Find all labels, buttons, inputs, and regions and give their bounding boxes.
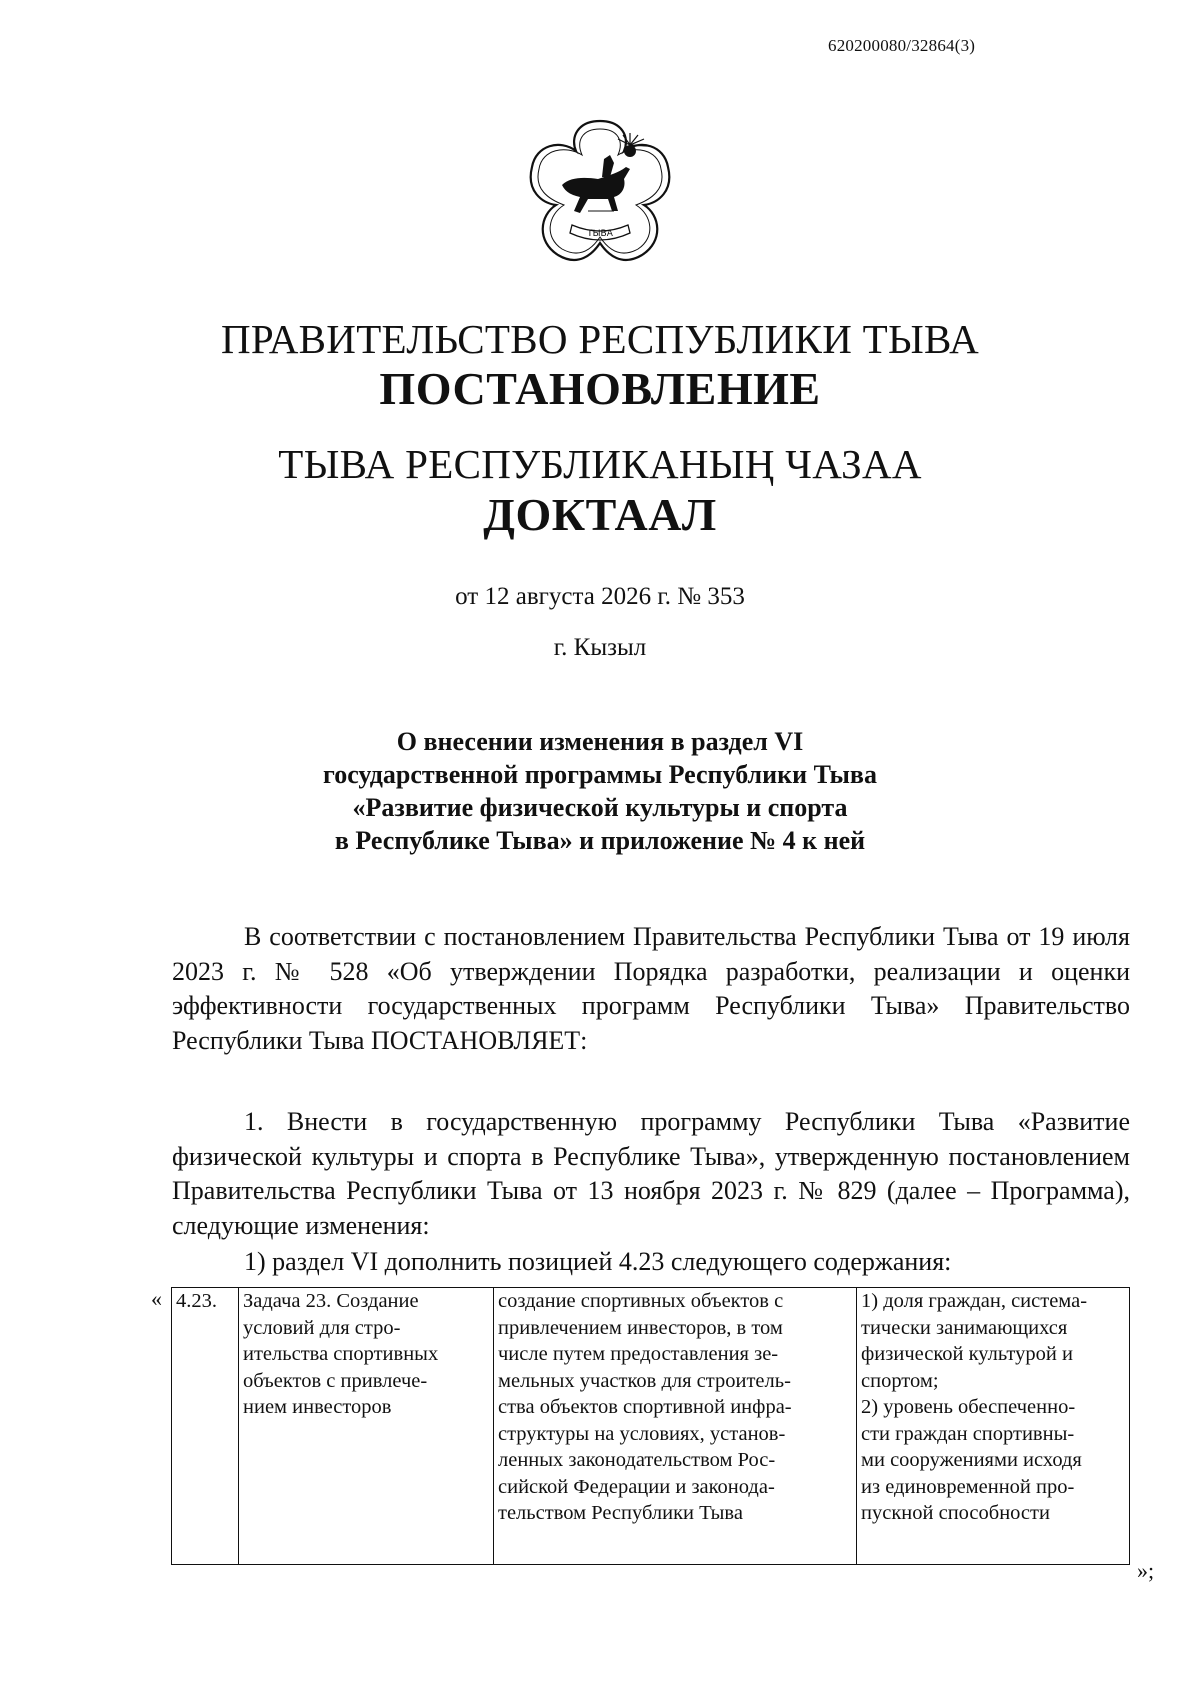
document-registration-number: 620200080/32864(3): [828, 36, 976, 55]
clause-1-paragraph: 1. Внести в государственную программу Республики Тыва «Развитие физической культуры и спорта в Республике Тыва», утвержденную постановлением Правительства Республики Тыва от 13 ноября 2023 г. № 829 (далее – Программа), следующие изменения:: [172, 1107, 1130, 1240]
government-name-russian: ПРАВИТЕЛЬСТВО РЕСПУБЛИКИ ТЫВА: [220, 316, 980, 362]
title-line: в Республике Тыва» и приложение № 4 к ней: [334, 826, 866, 855]
document-type-russian: ПОСТАНОВЛЕНИЕ: [379, 363, 821, 414]
document-type-tuvan: ДОКТААЛ: [483, 489, 717, 540]
emblem-ribbon-text: ТЫВА: [587, 229, 613, 239]
task-cell: Задача 23. Создание условий для стро- ительства спортивных объектов с привлече- нием инвесторов: [239, 1288, 494, 1565]
title-line: О внесении изменения в раздел VI: [396, 727, 804, 756]
measure-cell: создание спортивных объектов с привлечением инвесторов, в том числе путем предоставления зе- мельных участков для строитель- ства объектов спортивной инфра- структуры на условиях, установ- ленных законодательством Рос- сийской Федерации и законода- тельством Республики Тыва: [494, 1288, 857, 1565]
table-close-quote: »;: [1137, 1558, 1155, 1583]
document-city: г. Кызыл: [553, 634, 647, 661]
table-open-quote: «: [151, 1286, 162, 1311]
document-title: [0, 725, 1200, 857]
subclause-1-paragraph: 1) раздел VI дополнить позицией 4.23 следующего содержания:: [244, 1247, 952, 1276]
position-number-cell: 4.23.: [172, 1288, 239, 1565]
title-line: государственной программы Республики Тыва: [323, 760, 877, 789]
preamble-paragraph: В соответствии с постановлением Правительства Республики Тыва от 19 июля 2023 г. № 528 «Об утверждении Порядка разработки, реализации и оценки эффективности государственных программ Республики Тыва» Правительство Республики Тыва ПОСТАНОВЛЯЕТ:: [172, 922, 1130, 1055]
indicators-cell: 1) доля граждан, система- тически занимающихся физической культурой и спортом; 2) уровень обеспеченно- сти граждан спортивны- ми сооружениями исходя из единовременной про- пускной способности: [857, 1288, 1130, 1565]
government-name-tuvan: ТЫВА РЕСПУБЛИКАНЫҢ ЧАЗАА: [278, 441, 922, 487]
table-row: [172, 1288, 1130, 1565]
document-date-number: от 12 августа 2026 г. № 353: [455, 583, 745, 610]
section-vi-insert-table: [171, 1287, 1130, 1565]
title-line: «Развитие физической культуры и спорта: [352, 793, 848, 822]
coat-of-arms-emblem: [518, 115, 682, 279]
